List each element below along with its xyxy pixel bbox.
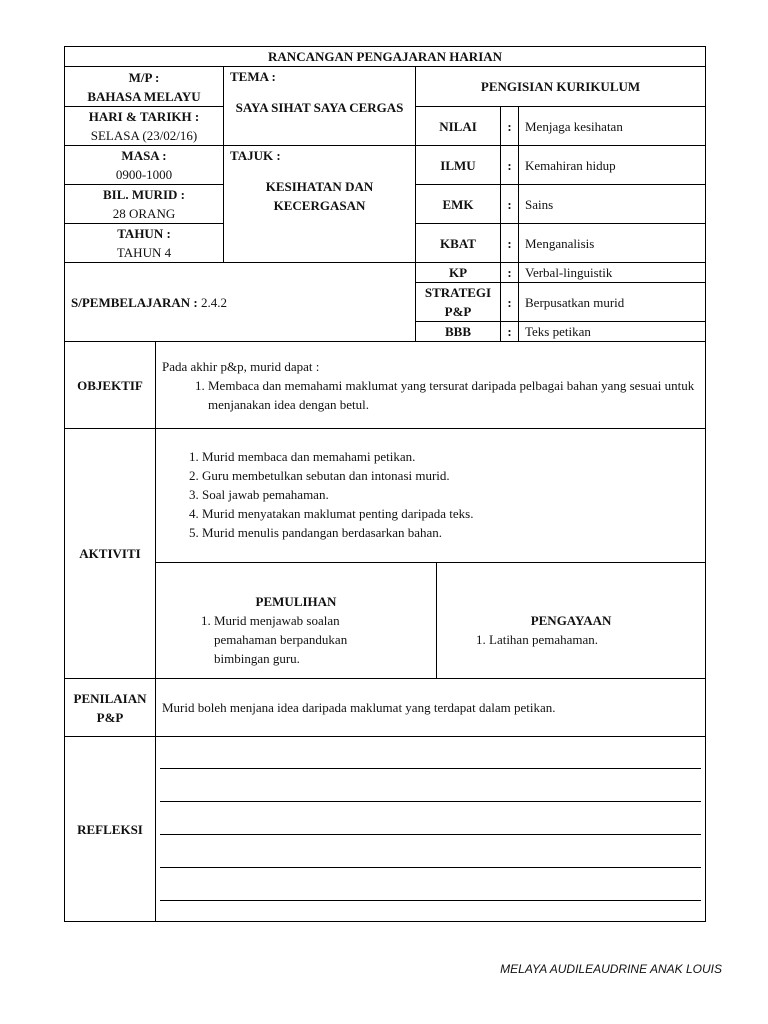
author-footer: MELAYA AUDILEAUDRINE ANAK LOUIS [500,962,722,976]
penilaian-label-1: PENILAIAN [73,690,147,706]
strategi-colon: : [501,283,519,322]
tema-cell [224,67,416,146]
bbb-label: BBB [416,322,501,342]
mp-value: BAHASA MELAYU [87,88,201,104]
penilaian-value: Murid boleh menjana idea daripada maklumat yang terdapat dalam petikan. [156,679,706,737]
hari-cell [65,107,224,146]
pemulihan-cell [156,563,437,678]
penilaian-label-2: P&P [96,709,124,725]
aktiviti-item: 1. Murid membaca dan memahami petikan. [202,447,705,466]
kp-value: Verbal-linguistik [519,263,706,283]
strategi-label-1: STRATEGI [424,285,492,300]
strategi-label-cell [416,283,501,322]
kbat-label: KBAT [416,224,501,263]
ilmu-label: ILMU [416,146,501,185]
refleksi-label: REFLEKSI [65,737,156,922]
page-title: RANCANGAN PENGAJARAN HARIAN [65,47,706,67]
pemulihan-list [162,611,430,668]
objektif-content [156,342,706,429]
kbat-value: Menganalisis [519,224,706,263]
mp-cell [65,67,224,107]
murid-value: 28 ORANG [112,206,176,221]
kp-label: KP [416,263,501,283]
aktiviti-item: 2. Guru membetulkan sebutan dan intonasi murid. [202,466,705,485]
bbb-value: Teks petikan [519,322,706,342]
tema-value: SAYA SIHAT SAYA CERGAS [235,100,404,115]
objektif-intro: Pada akhir p&p, murid dapat : [162,358,320,374]
aktiviti-content [156,429,706,679]
penilaian-label [65,679,156,737]
tajuk-value-1: KESIHATAN DAN [265,179,374,194]
pemulihan-label: PEMULIHAN [255,594,337,609]
aktiviti-steps [156,429,705,563]
murid-cell [65,185,224,224]
nilai-colon: : [501,107,519,146]
lesson-plan-table [64,46,706,922]
pengayaan-cell [437,563,706,678]
aktiviti-item: 4. Murid menyatakan maklumat penting daripada teks. [202,504,705,523]
emk-value: Sains [519,185,706,224]
masa-cell [65,146,224,185]
bbb-colon: : [501,322,519,342]
strategi-value: Berpusatkan murid [519,283,706,322]
masa-label: MASA : [121,148,167,163]
objektif-label: OBJEKTIF [65,342,156,429]
mp-label: M/P : [128,69,160,85]
refleksi-line [160,900,701,901]
aktiviti-label: AKTIVITI [65,429,156,679]
objektif-item: 1. Membaca dan memahami maklumat yang tersurat daripada pelbagai bahan yang sesuai untuk menjanakan idea dengan betul. [208,376,699,414]
spembelajaran-label: S/PEMBELAJARAN : [71,294,198,310]
tajuk-cell [224,146,416,263]
murid-label: BIL. MURID : [103,187,185,202]
emk-colon: : [501,185,519,224]
strategi-label-2: P&P [444,304,472,319]
kp-colon: : [501,263,519,283]
kbat-colon: : [501,224,519,263]
tahun-label: TAHUN : [117,226,171,241]
masa-value: 0900-1000 [115,167,173,182]
pengayaan-label: PENGAYAAN [530,613,612,628]
pengayaan-list [443,630,699,649]
spembelajaran-cell [65,263,416,342]
objektif-list [162,376,699,414]
ilmu-value: Kemahiran hidup [519,146,706,185]
hari-value: SELASA (23/02/16) [90,128,198,143]
aktiviti-item: 3. Soal jawab pemahaman. [202,485,705,504]
pemulihan-item: 1. Murid menjawab soalan pemahaman berpandukan bimbingan guru. [214,611,400,668]
nilai-value: Menjaga kesihatan [519,107,706,146]
hari-label: HARI & TARIKH : [88,109,200,124]
tajuk-value-2: KECERGASAN [273,198,366,213]
tajuk-label: TAJUK : [230,148,281,163]
emk-label: EMK [416,185,501,224]
nilai-label: NILAI [416,107,501,146]
kurikulum-heading: PENGISIAN KURIKULUM [416,67,706,107]
refleksi-lines [156,737,706,922]
pemulihan-pengayaan-table [156,563,705,678]
spembelajaran-value: 2.4.2 [201,294,228,310]
ilmu-colon: : [501,146,519,185]
aktiviti-item: 5. Murid menulis pandangan berdasarkan bahan. [202,523,705,542]
tahun-value: TAHUN 4 [116,245,172,260]
tema-label: TEMA : [230,69,276,84]
pengayaan-item: 1. Latihan pemahaman. [489,630,699,649]
tahun-cell [65,224,224,263]
aktiviti-list [156,447,705,542]
